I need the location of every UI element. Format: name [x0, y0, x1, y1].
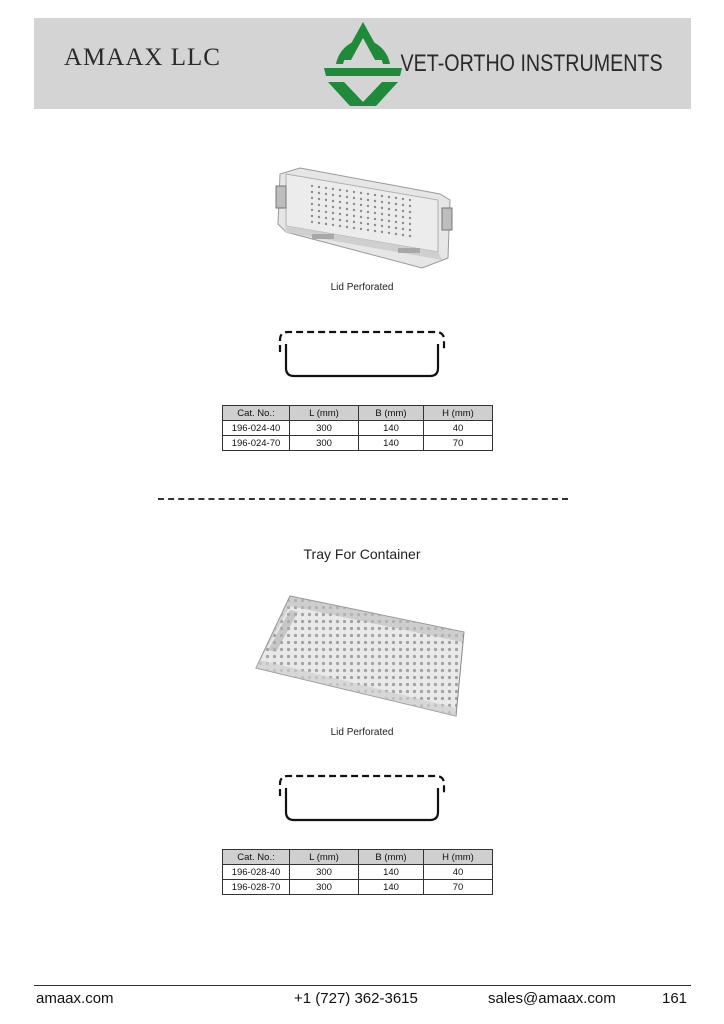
table-cell: 300	[290, 436, 359, 451]
perforated-lid-container-icon	[272, 160, 458, 272]
container-profile-diagram	[276, 326, 448, 380]
product-caption: Lid Perforated	[330, 727, 394, 738]
table-header-row	[223, 850, 493, 865]
table-cell: 300	[290, 865, 359, 880]
table-cell: 140	[359, 880, 424, 895]
table-row	[223, 436, 493, 451]
footer-website-link[interactable]: amaax.com	[36, 990, 114, 1007]
table-cell: 196-028-40	[223, 865, 290, 880]
column-header: L (mm)	[290, 850, 359, 865]
table-cell: 196-024-70	[223, 436, 290, 451]
table-row	[223, 880, 493, 895]
amaax-logo-icon	[318, 20, 408, 106]
table-cell: 196-028-70	[223, 880, 290, 895]
perforated-tray-icon	[250, 590, 470, 720]
footer-divider	[34, 985, 691, 986]
table-cell: 300	[290, 880, 359, 895]
page-header	[34, 18, 691, 109]
table-header-row	[223, 406, 493, 421]
section-divider	[158, 498, 568, 500]
column-header: L (mm)	[290, 406, 359, 421]
table-cell: 300	[290, 421, 359, 436]
footer-phone[interactable]: +1 (727) 362-3615	[294, 990, 418, 1007]
column-header: Cat. No.:	[223, 850, 290, 865]
footer-email-link[interactable]: sales@amaax.com	[488, 990, 616, 1007]
table-row	[223, 421, 493, 436]
table-cell: 40	[424, 421, 493, 436]
page-number: 161	[662, 990, 688, 1007]
table-row	[223, 865, 493, 880]
column-header: B (mm)	[359, 406, 424, 421]
table-cell: 40	[424, 865, 493, 880]
table-cell: 70	[424, 436, 493, 451]
table-cell: 140	[359, 436, 424, 451]
product-caption: Lid Perforated	[330, 282, 394, 293]
spec-table	[222, 405, 493, 451]
table-cell: 140	[359, 421, 424, 436]
tray-profile-diagram	[276, 770, 448, 824]
table-cell: 196-024-40	[223, 421, 290, 436]
spec-table	[222, 849, 493, 895]
column-header: Cat. No.:	[223, 406, 290, 421]
column-header: H (mm)	[424, 850, 493, 865]
table-cell: 70	[424, 880, 493, 895]
company-name: AMAAX LLC	[64, 44, 221, 71]
column-header: H (mm)	[424, 406, 493, 421]
header-tagline: VET-ORTHO INSTRUMENTS	[400, 50, 663, 77]
section-title: Tray For Container	[303, 546, 421, 562]
column-header: B (mm)	[359, 850, 424, 865]
table-cell: 140	[359, 865, 424, 880]
